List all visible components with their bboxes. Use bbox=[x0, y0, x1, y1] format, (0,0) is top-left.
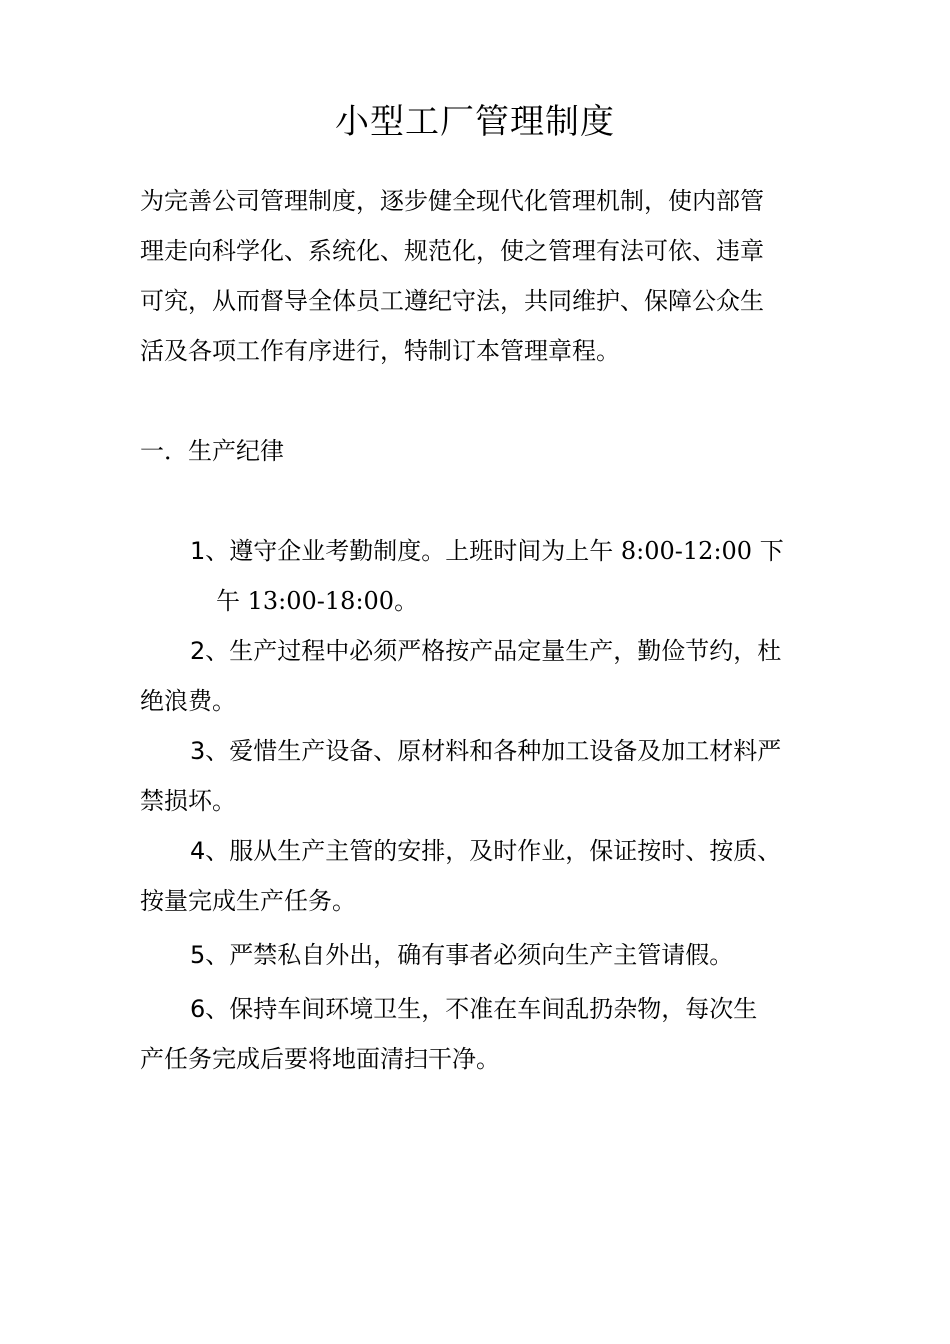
rule-text: 、遵守企业考勤制度。上班时间为上午 8:00-12:00 下 bbox=[205, 537, 784, 565]
rule-text: 午 13:00-18:00。 bbox=[216, 587, 419, 615]
rule-number: 1 bbox=[190, 537, 206, 565]
rule-item-3 bbox=[140, 726, 830, 826]
rule-item-2 bbox=[140, 626, 830, 726]
rule-text: 禁损坏。 bbox=[140, 787, 236, 815]
rule-number: 6 bbox=[190, 995, 206, 1023]
rule-number: 5 bbox=[190, 941, 206, 969]
rule-text: 、严禁私自外出，确有事者必须向生产主管请假。 bbox=[205, 941, 734, 969]
section-heading: 一．生产纪律 bbox=[140, 437, 284, 465]
rule-item-1 bbox=[140, 526, 830, 626]
rule-number: 2 bbox=[190, 637, 206, 665]
rule-item-6 bbox=[140, 984, 830, 1084]
rule-item-5 bbox=[140, 930, 830, 980]
rule-text: 、生产过程中必须严格按产品定量生产，勤俭节约，杜 bbox=[205, 637, 782, 665]
intro-line: 可究，从而督导全体员工遵纪守法，共同维护、保障公众生 bbox=[140, 287, 764, 315]
intro-line: 活及各项工作有序进行，特制订本管理章程。 bbox=[140, 337, 620, 365]
rule-item-4 bbox=[140, 826, 830, 926]
intro-line: 为完善公司管理制度，逐步健全现代化管理机制，使内部管 bbox=[140, 187, 764, 215]
rule-text: 、服从生产主管的安排，及时作业，保证按时、按质、 bbox=[205, 837, 782, 865]
intro-paragraph bbox=[140, 176, 820, 376]
rule-text: 绝浪费。 bbox=[140, 687, 236, 715]
rule-text: 产任务完成后要将地面清扫干净。 bbox=[140, 1045, 500, 1073]
rule-text: 按量完成生产任务。 bbox=[140, 887, 356, 915]
rule-number: 3 bbox=[190, 737, 206, 765]
page-title: 小型工厂管理制度 bbox=[335, 102, 615, 142]
intro-line: 理走向科学化、系统化、规范化，使之管理有法可依、违章 bbox=[140, 237, 764, 265]
rule-text: 、爱惜生产设备、原材料和各种加工设备及加工材料严 bbox=[205, 737, 782, 765]
rule-number: 4 bbox=[190, 837, 206, 865]
rule-text: 、保持车间环境卫生，不准在车间乱扔杂物，每次生 bbox=[205, 995, 758, 1023]
